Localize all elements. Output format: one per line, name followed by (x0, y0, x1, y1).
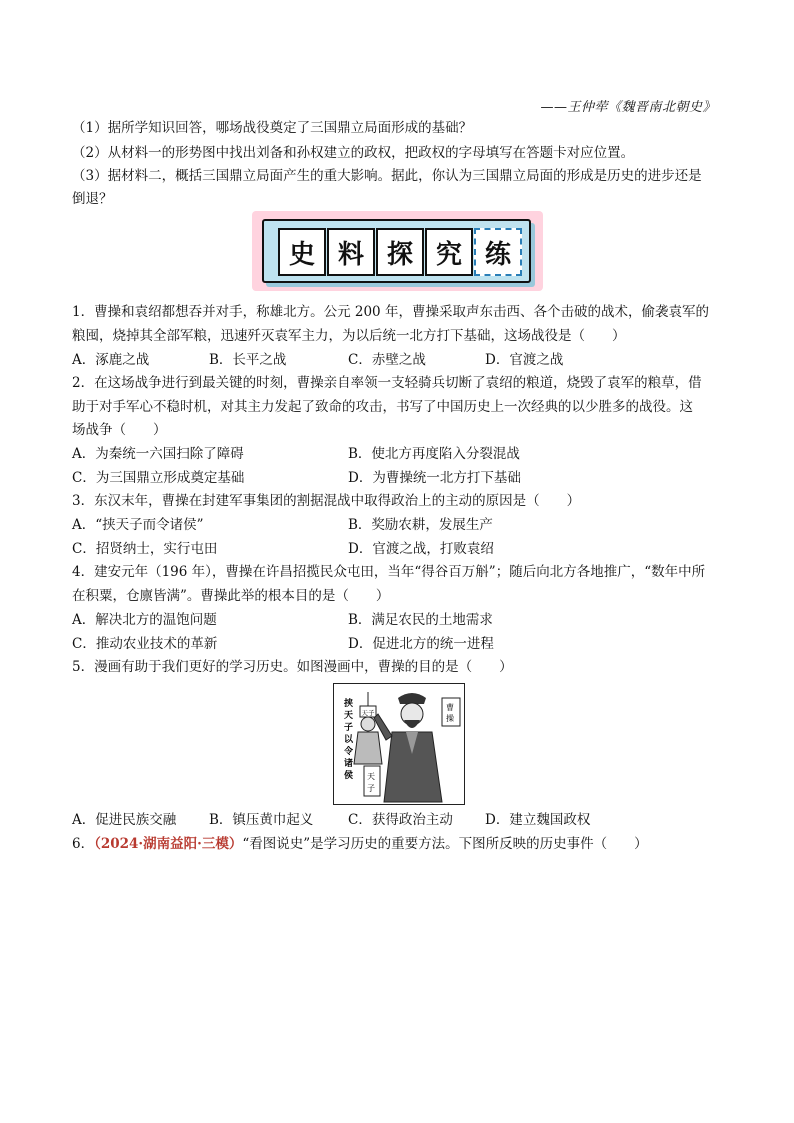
sub-question-1: （1）据所学知识回答，哪场战役奠定了三国鼎立局面形成的基础？ (72, 120, 473, 136)
sub-question-2: （2）从材料一的形势图中找出刘备和孙权建立的政权，把政权的字母填写在答题卡对应位置。 (72, 145, 635, 161)
question-2-line3: 场战争（ ） (72, 422, 167, 438)
option-a[interactable]: A．为秦统一六国扫除了障碍 (72, 446, 244, 462)
sub-question-3-line2: 倒退？ (72, 191, 113, 207)
cartoon-drawing (334, 684, 464, 804)
question-1-line2: 粮囤，烧掉其全部军粮，迅速歼灭袁军主力，为以后统一北方打下基础，这场战役是（ ） (72, 328, 626, 344)
banner-char-4: 究 (425, 228, 473, 276)
option-c[interactable]: C．为三国鼎立形成奠定基础 (72, 470, 245, 486)
slogan-char-2: 天 (344, 711, 354, 721)
slogan-char-4: 以 (344, 735, 354, 745)
banner-char-3: 探 (376, 228, 424, 276)
option-d[interactable]: D．官渡之战，打败袁绍 (348, 541, 494, 557)
option-d[interactable]: D．建立魏国政权 (485, 812, 591, 828)
option-a[interactable]: A．涿鹿之战 (72, 352, 150, 368)
question-4-line1: 4．建安元年（196 年），曹操在许昌招揽民众屯田，当年“得谷百万斛”；随后向北方各地推广，“数年中所 (72, 564, 706, 580)
option-a[interactable]: A．解决北方的温饱问题 (72, 612, 217, 628)
puppet-robe (354, 732, 382, 764)
banner-char-2: 料 (327, 228, 375, 276)
option-b[interactable]: B．满足农民的土地需求 (348, 612, 493, 628)
slogan-char-3: 子 (344, 723, 354, 733)
option-b[interactable]: B．镇压黄巾起义 (209, 812, 314, 828)
option-b[interactable]: B．长平之战 (209, 352, 287, 368)
cartoon-image (333, 683, 465, 805)
option-b[interactable]: B．使北方再度陷入分裂混战 (348, 446, 520, 462)
option-b[interactable]: B．奖励农耕，发展生产 (348, 517, 493, 533)
question-6-text: “看图说史”是学习历史的重要方法。下图所反映的历史事件（ ） (242, 836, 648, 852)
question-4-line2: 在积粟，仓廪皆满”。曹操此举的根本目的是（ ） (72, 588, 390, 604)
cartoon-caocao-tag (464, 684, 465, 685)
slogan-char-6: 诸 (344, 759, 354, 769)
slogan-char-5: 令 (344, 747, 354, 757)
slogan-char-7: 侯 (344, 771, 354, 781)
question-6-number: 6． (72, 836, 95, 852)
cartoon-tianzi-tag (464, 684, 465, 685)
banner-char-5: 练 (474, 228, 522, 276)
caocao-tag-char-2: 操 (446, 714, 454, 723)
caocao-tag-char-1: 曹 (446, 703, 454, 712)
question-2-line2: 助于对手军心不稳时机，对其主力发起了致命的攻击，书写了中国历史上一次经典的以少胜多的战役。这 (72, 399, 693, 415)
puppet-hat-label: 天子 (361, 709, 375, 717)
banner-panel (262, 219, 531, 283)
option-c[interactable]: C．获得政治主动 (348, 812, 453, 828)
option-d[interactable]: D．促进北方的统一进程 (348, 636, 494, 652)
puppet-head (361, 717, 375, 731)
question-3-line1: 3．东汉末年，曹操在封建军事集团的割据混战中取得政治上的主动的原因是（ ） (72, 493, 581, 509)
question-5-line1: 5．漫画有助于我们更好的学习历史。如图漫画中，曹操的目的是（ ） (72, 659, 513, 675)
option-a[interactable]: A．“挟天子而令诸侯” (72, 517, 204, 533)
question-6-line1 (72, 834, 648, 854)
cartoon-slogan (464, 684, 465, 685)
option-d[interactable]: D．官渡之战 (485, 352, 564, 368)
source-attribution: ——王仲荦《魏晋南北朝史》 (540, 100, 716, 115)
sub-question-3-line1: （3）据材料二，概括三国鼎立局面产生的重大影响。据此，你认为三国鼎立局面的形成是历史的进步还是 (72, 168, 702, 184)
option-c[interactable]: C．招贤纳士，实行屯田 (72, 541, 218, 557)
option-c[interactable]: C．赤壁之战 (348, 352, 426, 368)
caocao-hat (398, 693, 426, 704)
slogan-char-1: 挟 (344, 699, 354, 709)
question-1-line1: 1．曹操和袁绍都想吞并对手，称雄北方。公元 200 年，曹操采取声东击西、各个击破的战术，偷袭袁军的 (72, 304, 709, 320)
tianzi-tag-char-1: 天 (367, 772, 375, 781)
question-6-source: （2024·湖南益阳·三模） (94, 836, 243, 852)
question-2-line1: 2．在这场战争进行到最关键的时刻，曹操亲自率领一支轻骑兵切断了袁绍的粮道，烧毁了袁军的粮草，借 (72, 375, 702, 391)
section-banner (252, 211, 543, 291)
tianzi-tag-char-2: 子 (367, 784, 375, 793)
banner-char-1: 史 (278, 228, 326, 276)
option-d[interactable]: D．为曹操统一北方打下基础 (348, 470, 521, 486)
caocao-beard (404, 720, 420, 728)
option-c[interactable]: C．推动农业技术的革新 (72, 636, 218, 652)
option-a[interactable]: A．促进民族交融 (72, 812, 177, 828)
